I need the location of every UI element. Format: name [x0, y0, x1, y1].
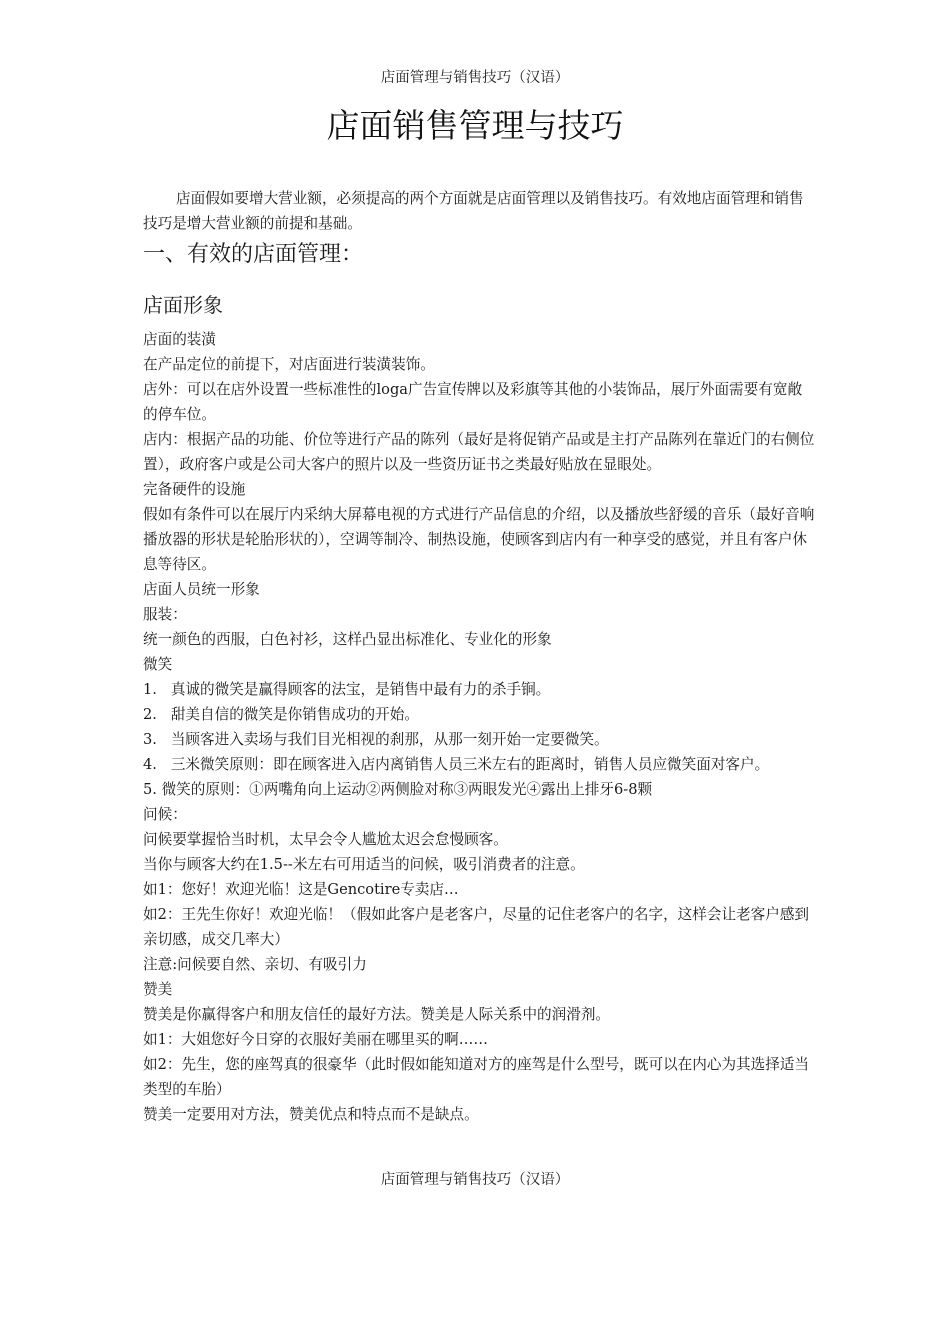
intro-paragraph: 店面假如要增大营业额，必须提高的两个方面就是店面管理以及销售技巧。有效地店面管理和销售技巧是增大营业额的前提和基础。 — [143, 190, 804, 232]
list-item: 4. 三米微笑原则：即在顾客进入店内离销售人员三米左右的距离时，销售人员应微笑面对客户。 — [143, 756, 770, 773]
document-title: 店面销售管理与技巧 — [326, 106, 624, 145]
paragraph: 问候： — [143, 806, 187, 823]
section-heading: 一、有效的店面管理： — [143, 242, 364, 267]
paragraph: 问候要掌握恰当时机，太早会令人尴尬太迟会怠慢顾客。 — [143, 831, 508, 848]
list-item: 1. 真诚的微笑是赢得顾客的法宝，是销售中最有力的杀手锏。 — [143, 681, 551, 698]
paragraph: 店面人员统一形象 — [143, 581, 260, 598]
paragraph: 店面的装潢 — [143, 331, 216, 348]
paragraph: 服装： — [143, 606, 187, 623]
paragraph: 赞美 — [143, 981, 173, 998]
paragraph: 店外：可以在店外设置一些标准性的loga广告宣传牌以及彩旗等其他的小装饰品，展厅外面需要有宽敞的停车位。 — [143, 381, 803, 423]
list-item: 5. 微笑的原则：①两嘴角向上运动②两侧脸对称③两眼发光④露出上排牙6-8颗 — [143, 781, 653, 798]
page-footer: 店面管理与销售技巧（汉语） — [380, 1172, 570, 1188]
paragraph: 当你与顾客大约在1.5--米左右可用适当的问候，吸引消费者的注意。 — [143, 856, 585, 873]
paragraph: 统一颜色的西服，白色衬衫，这样凸显出标准化、专业化的形象 — [143, 631, 552, 648]
list-item: 3. 当顾客进入卖场与我们目光相视的刹那，从那一刻开始一定要微笑。 — [143, 731, 609, 748]
paragraph: 在产品定位的前提下，对店面进行装潢装饰。 — [143, 356, 435, 373]
paragraph: 赞美是你赢得客户和朋友信任的最好方法。赞美是人际关系中的润滑剂。 — [143, 1006, 611, 1023]
paragraph: 如2：王先生你好！欢迎光临！（假如此客户是老客户，尽量的记住老客户的名字，这样会让老客户感到亲切感，成交几率大） — [143, 906, 810, 948]
page-header: 店面管理与销售技巧（汉语） — [380, 70, 570, 86]
paragraph: 微笑 — [143, 656, 173, 673]
paragraph: 如2：先生，您的座驾真的很豪华（此时假如能知道对方的座驾是什么型号，既可以在内心为其选择适当类型的车胎） — [143, 1056, 810, 1098]
paragraph: 假如有条件可以在展厅内采纳大屏幕电视的方式进行产品信息的介绍，以及播放些舒缓的音乐（最好音响播放器的形状是轮胎形状的），空调等制冷、制热设施，使顾客到店内有一种享受的感觉，并且有客户休息等待区。 — [143, 506, 815, 573]
paragraph: 店内：根据产品的功能、价位等进行产品的陈列（最好是将促销产品或是主打产品陈列在靠近门的右侧位置），政府客户或是公司大客户的照片以及一些资历证书之类最好贴放在显眼处。 — [143, 431, 815, 473]
paragraph: 如1：大姐您好今日穿的衣服好美丽在哪里买的啊…… — [143, 1031, 488, 1048]
paragraph: 完备硬件的设施 — [143, 481, 246, 498]
paragraph: 赞美一定要用对方法，赞美优点和特点而不是缺点。 — [143, 1106, 479, 1123]
document-body — [143, 186, 815, 1127]
subsection-heading: 店面形象 — [143, 293, 223, 317]
list-item: 2. 甜美自信的微笑是你销售成功的开始。 — [143, 706, 419, 723]
paragraph: 注意:问候要自然、亲切、有吸引力 — [143, 956, 367, 973]
paragraph: 如1：您好！欢迎光临！这是Gencotire专卖店… — [143, 881, 459, 898]
